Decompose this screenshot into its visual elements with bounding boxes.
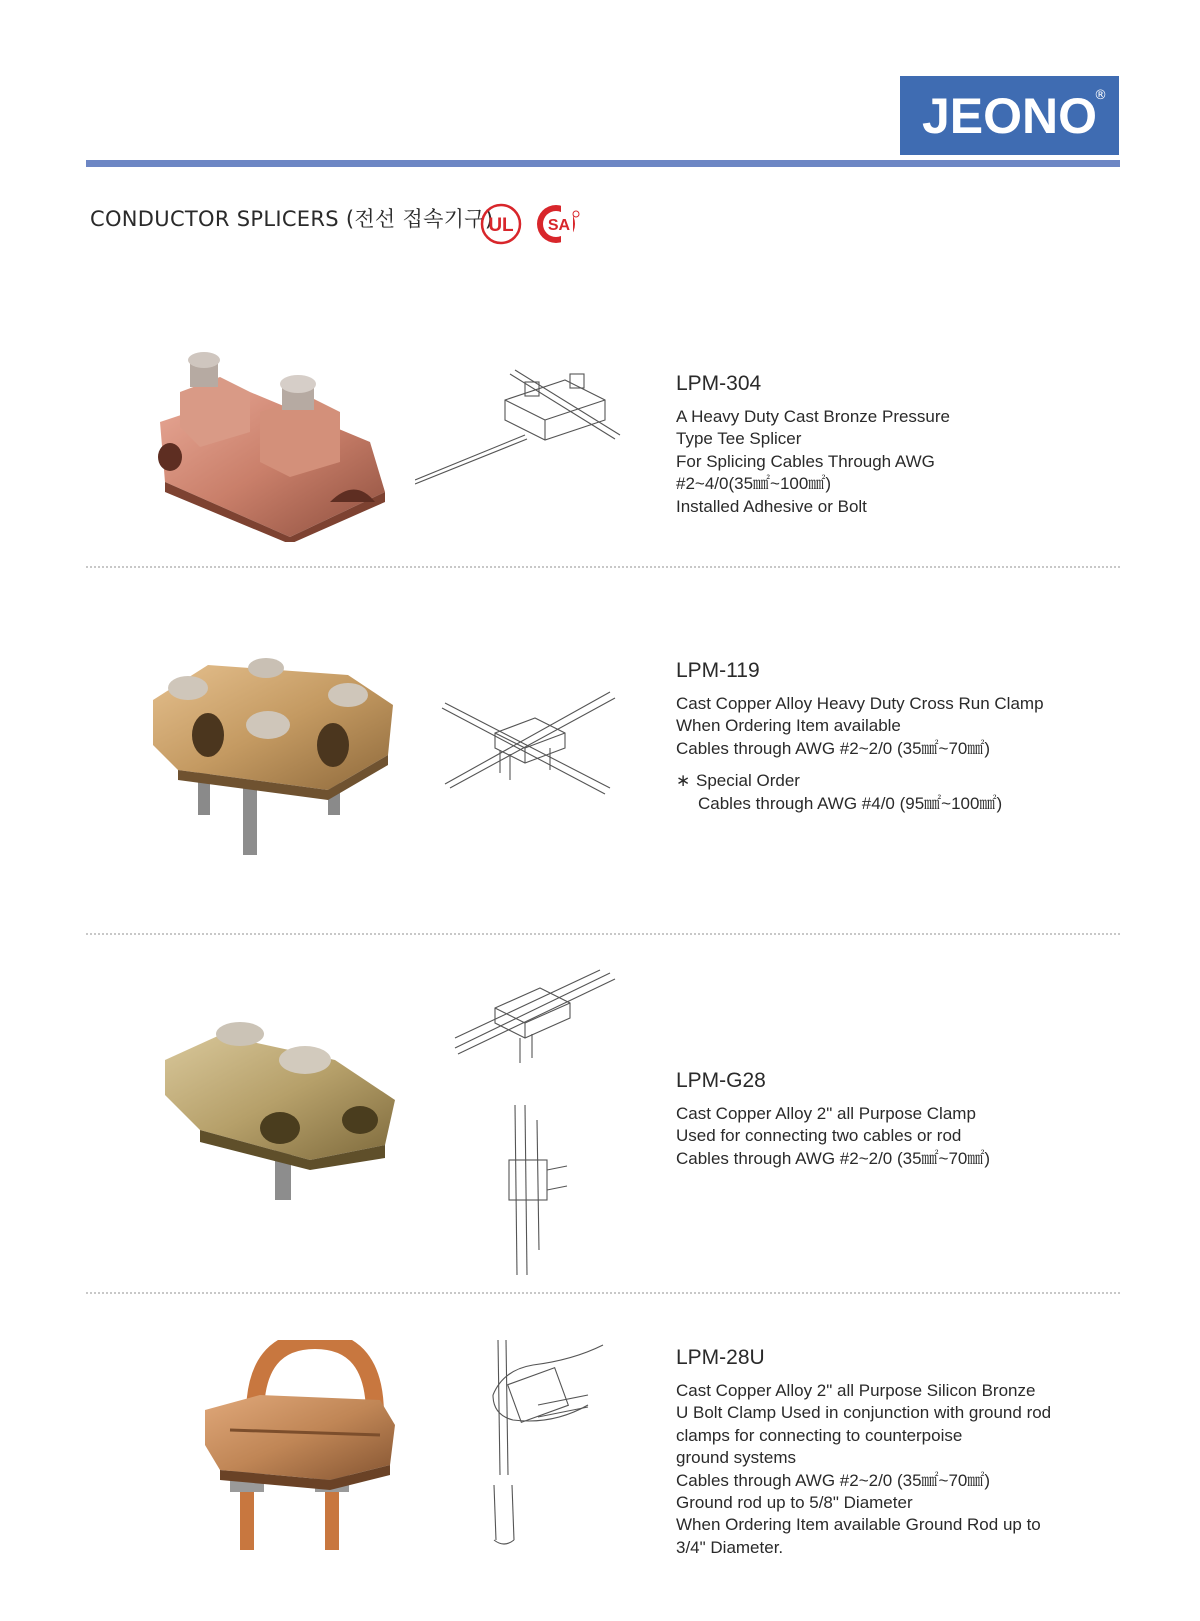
description-line: Cables through AWG #2~2/0 (35㎟~70㎟) [676, 738, 991, 758]
special-order-title: Special Order [696, 771, 800, 791]
csa-mark-text: SA [547, 217, 571, 234]
description-line: A Heavy Duty Cast Bronze Pressure [676, 407, 951, 426]
header-rule [86, 160, 1120, 167]
product-description [676, 1103, 1116, 1170]
description-line: Ground rod up to 5/8" Diameter [676, 1493, 913, 1513]
lpm-28u-line-drawing [478, 1335, 608, 1545]
special-order-note [676, 770, 1116, 815]
lpm-28u-product-photo [200, 1340, 400, 1560]
description-line: #2~4/0(35㎟~100㎟) [676, 474, 831, 494]
brand-logo [900, 76, 1119, 155]
description-line: Cast Copper Alloy Heavy Duty Cross Run Clamp [676, 694, 1044, 713]
description-line: 3/4" Diameter. [676, 1537, 784, 1557]
lpm-119-product-photo [148, 650, 400, 865]
lpm-304-info [676, 372, 1116, 518]
product-model: LPM-G28 [676, 1069, 766, 1092]
lpm-g28-cable-drawing [450, 968, 620, 1073]
lpm-304-product-photo [140, 352, 400, 542]
product-description [676, 693, 1116, 815]
product-model: LPM-119 [676, 659, 760, 682]
lpm-119-line-drawing [440, 688, 620, 808]
description-line: Cables through AWG #2~2/0 (35㎟~70㎟) [676, 1470, 991, 1490]
lpm-28u-info [676, 1346, 1116, 1559]
description-line: When Ordering Item available [676, 716, 901, 736]
product-model: LPM-304 [676, 372, 762, 395]
description-line: Cast Copper Alloy 2" all Purpose Clamp [676, 1104, 976, 1123]
asterisk-marker: ∗ [676, 771, 691, 791]
ul-certification-icon [480, 203, 522, 245]
description-line: Installed Adhesive or Bolt [676, 496, 867, 516]
special-order-line: Cables through AWG #4/0 (95㎟~100㎟) [698, 793, 1003, 813]
brand-name: JEONO [921, 87, 1098, 144]
description-line: For Splicing Cables Through AWG [676, 451, 935, 471]
product-divider [86, 1292, 1120, 1294]
description-line: Cast Copper Alloy 2" all Purpose Silicon Bronze [676, 1381, 1036, 1400]
product-description [676, 1380, 1116, 1559]
ul-mark-text: UL [488, 215, 514, 236]
description-line: When Ordering Item available Ground Rod up to [676, 1515, 1041, 1535]
description-line: Type Tee Splicer [676, 429, 802, 449]
lpm-g28-product-photo [160, 1020, 402, 1210]
product-divider [86, 566, 1120, 568]
description-line: U Bolt Clamp Used in conjunction with ground rod [676, 1403, 1052, 1423]
description-line: ground systems [676, 1448, 796, 1468]
lpm-304-line-drawing [415, 360, 635, 490]
lpm-119-info [676, 659, 1116, 815]
description-line: Used for connecting two cables or rod [676, 1126, 962, 1146]
product-description [676, 406, 1116, 518]
product-divider [86, 933, 1120, 935]
csa-certification-icon [535, 203, 581, 245]
description-line: Cables through AWG #2~2/0 (35㎟~70㎟) [676, 1148, 991, 1168]
lpm-g28-info [676, 1069, 1116, 1170]
registered-mark: ® [1094, 88, 1107, 103]
section-title: CONDUCTOR SPLICERS (전선 접속기구) [90, 207, 494, 231]
product-model: LPM-28U [676, 1346, 765, 1369]
description-line: clamps for connecting to counterpoise [676, 1425, 963, 1445]
lpm-g28-rod-drawing [505, 1100, 575, 1280]
